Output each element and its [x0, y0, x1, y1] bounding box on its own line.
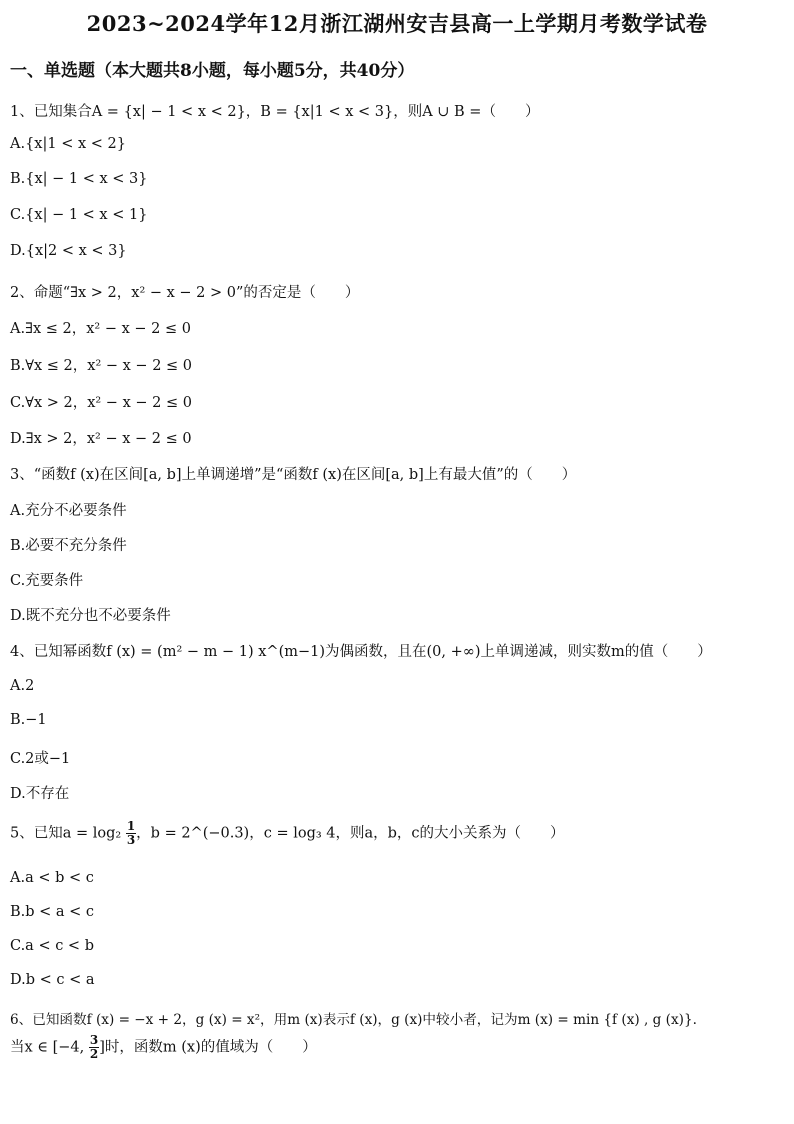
question-6-fraction [89, 1034, 99, 1061]
question-1-option-b: B.{x| − 1 < x < 3} [10, 171, 148, 187]
question-5-stem-prefix: 5、已知a = log₂ [10, 825, 126, 842]
question-5-stem [10, 820, 565, 847]
question-5-option-c: C.a < c < b [10, 938, 94, 954]
question-6-stem2-prefix: 当x ∈ [−4, [10, 1039, 89, 1056]
question-3-stem: 3、“函数f (x)在区间[a, b]上单调递增”是“函数f (x)在区间[a, b]上有最大值”的（ ） [10, 467, 577, 483]
question-1-option-c: C.{x| − 1 < x < 1} [10, 207, 148, 223]
question-5-stem-suffix: ，b = 2^(−0.3)，c = log₃ 4，则a，b，c的大小关系为（ ） [136, 825, 565, 842]
question-1-stem: 1、已知集合A = {x| − 1 < x < 2}，B = {x|1 < x < 3}，则A ∪ B =（ ） [10, 104, 540, 120]
question-4-stem: 4、已知幂函数f (x) = (m² − m − 1) x^(m−1)为偶函数，且在(0, +∞)上单调递减，则实数m的值（ ） [10, 644, 712, 660]
question-3-option-a: A.充分不必要条件 [10, 503, 127, 519]
question-3-option-d: D.既不充分也不必要条件 [10, 608, 171, 624]
question-6-stem: 6、已知函数f (x) = −x + 2，g (x) = x²，用m (x)表示f (x)，g (x)中较小者，记为m (x) = min {f (x) , g (x)}. [10, 1012, 697, 1028]
question-5-option-b: B.b < a < c [10, 904, 95, 920]
question-2-stem: 2、命题“∃x > 2，x² − x − 2 > 0”的否定是（ ） [10, 285, 360, 301]
question-4-option-a: A.2 [10, 678, 35, 694]
question-4-option-d: D.不存在 [10, 786, 70, 802]
question-6-stem-line2 [10, 1034, 317, 1061]
question-5-option-d: D.b < c < a [10, 972, 95, 988]
question-6-stem2-suffix: ]时，函数m (x)的值域为（ ） [99, 1039, 317, 1056]
fraction-denominator: 2 [89, 1047, 99, 1061]
question-2-option-a: A.∃x ≤ 2，x² − x − 2 ≤ 0 [10, 321, 191, 337]
fraction-denominator: 3 [126, 833, 136, 847]
section-heading: 一、单选题（本大题共8小题，每小题5分，共40分） [10, 61, 415, 81]
exam-title: 2023~2024学年12月浙江湖州安吉县高一上学期月考数学试卷 [86, 11, 708, 36]
question-1-option-a: A.{x|1 < x < 2} [10, 136, 126, 152]
question-4-option-b: B.−1 [10, 712, 47, 728]
question-3-option-c: C.充要条件 [10, 573, 84, 589]
question-1-option-d: D.{x|2 < x < 3} [10, 243, 127, 259]
question-2-option-d: D.∃x > 2，x² − x − 2 ≤ 0 [10, 431, 192, 447]
question-5-fraction [126, 820, 136, 847]
question-3-option-b: B.必要不充分条件 [10, 538, 127, 554]
question-2-option-c: C.∀x > 2，x² − x − 2 ≤ 0 [10, 395, 192, 411]
question-2-option-b: B.∀x ≤ 2，x² − x − 2 ≤ 0 [10, 358, 193, 374]
question-4-option-c: C.2或−1 [10, 751, 71, 767]
fraction-numerator: 1 [126, 819, 136, 833]
fraction-numerator: 3 [89, 1033, 99, 1047]
question-5-option-a: A.a < b < c [10, 870, 94, 886]
